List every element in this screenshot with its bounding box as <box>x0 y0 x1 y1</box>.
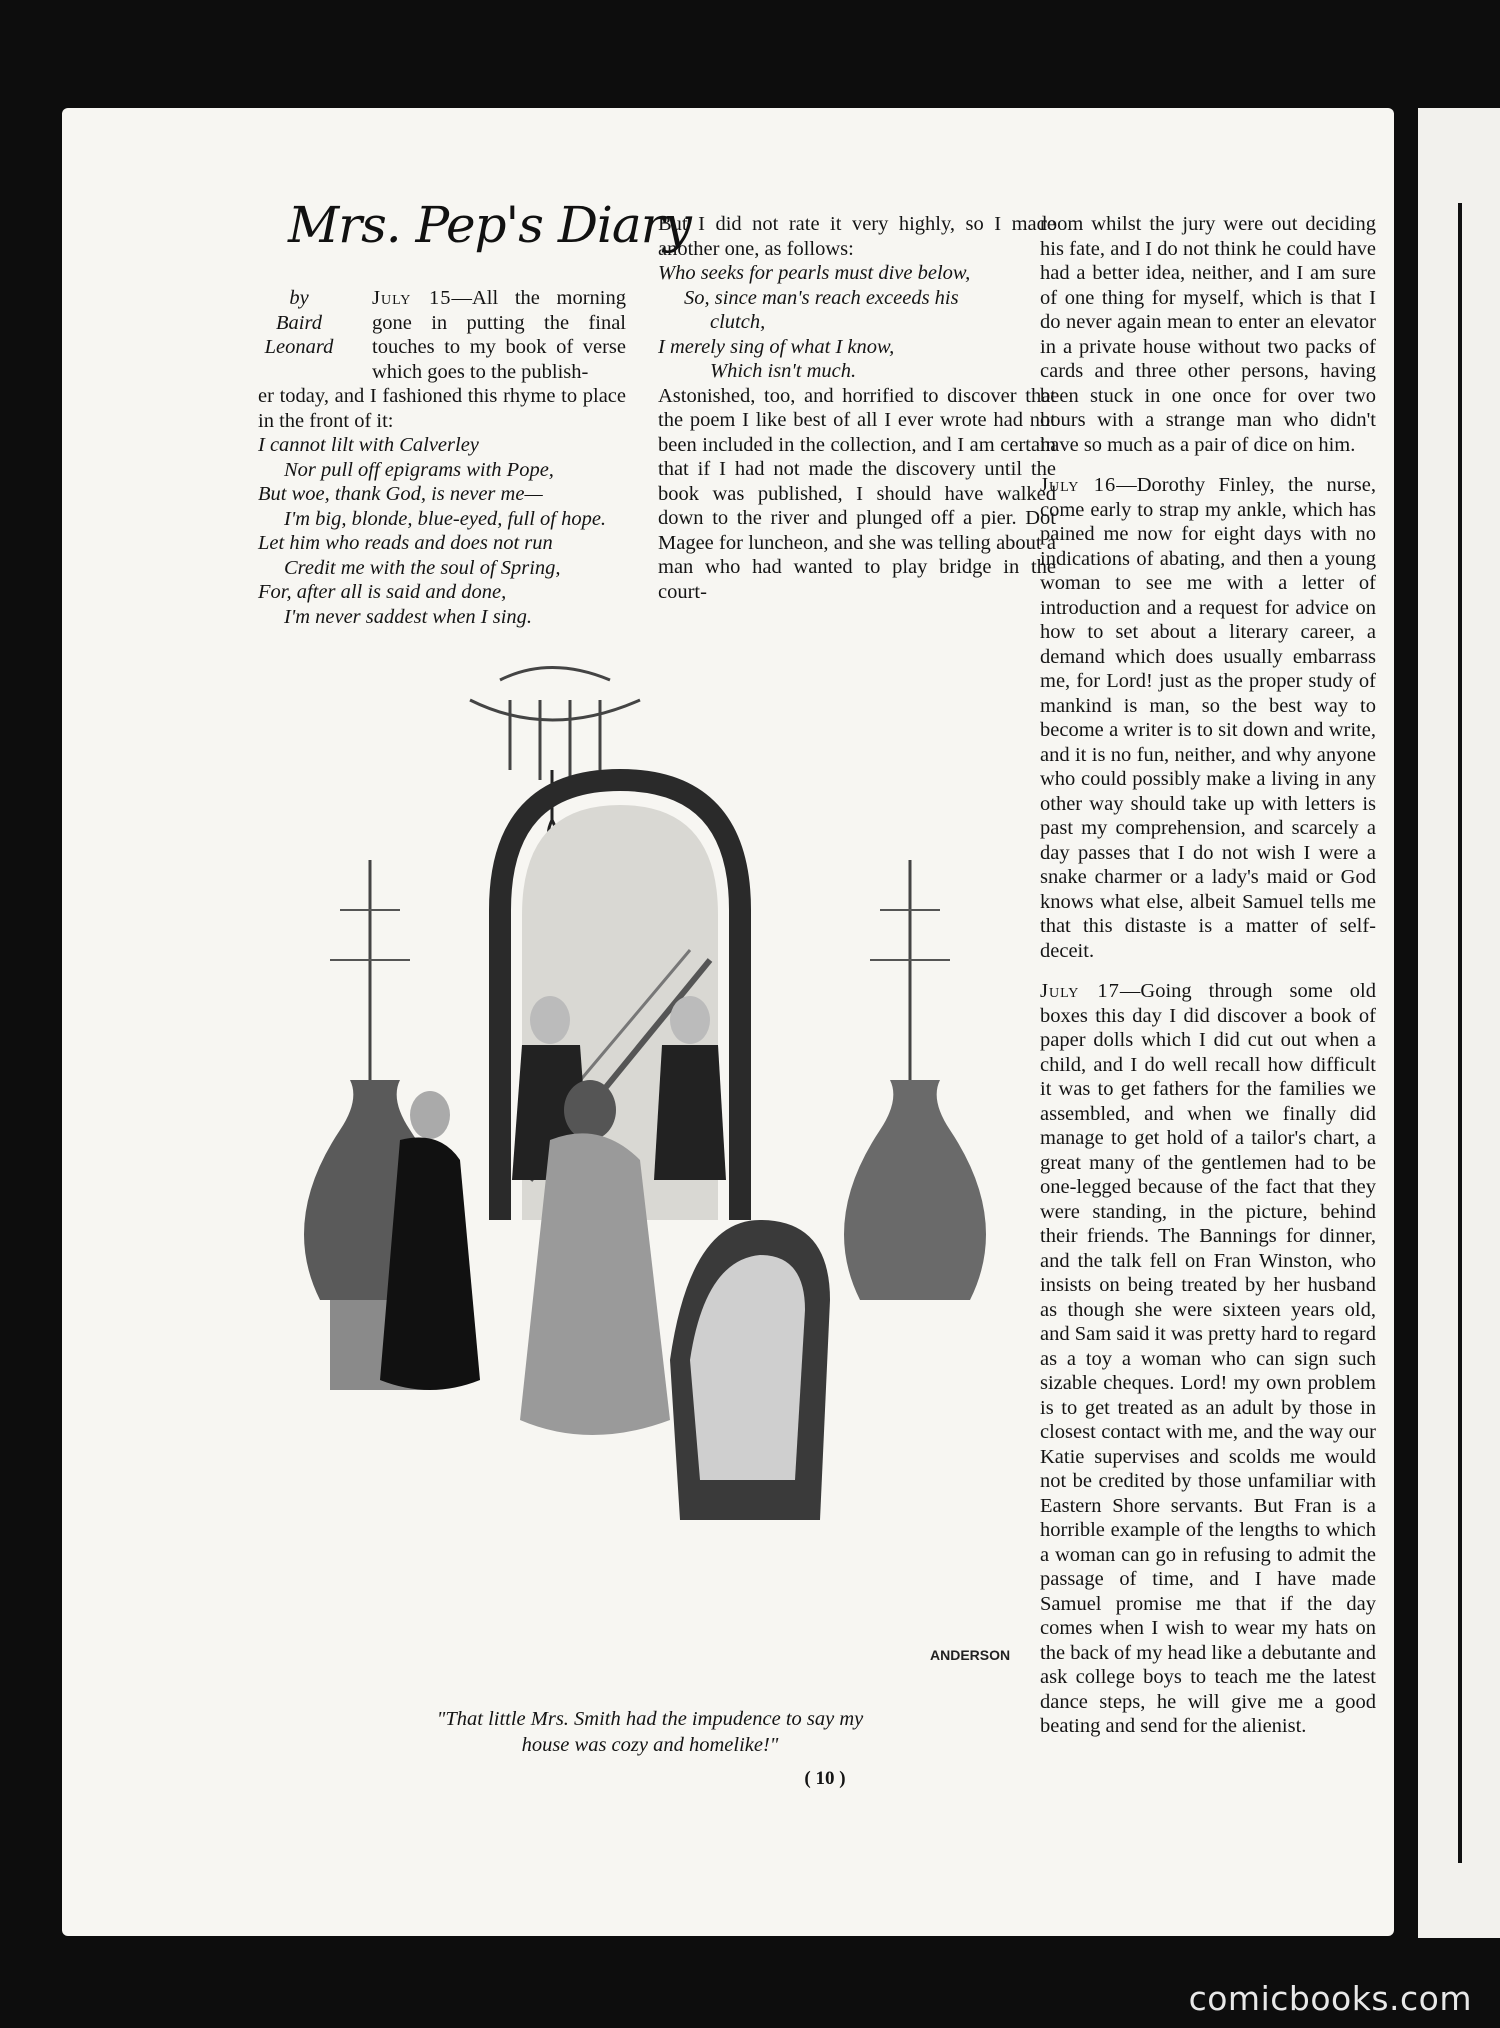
col1-paragraph: er today, and I fashioned this rhyme to place in the front of it: <box>258 385 626 432</box>
column-1 <box>258 384 626 629</box>
verse-line: clutch, <box>710 311 766 333</box>
lead-paragraph <box>372 286 626 384</box>
entry-july-16 <box>1040 473 1376 963</box>
verse-line: I cannot lilt with Calverley <box>258 434 479 456</box>
column-3 <box>1040 212 1376 1739</box>
col2-intro: But I did not rate it very highly, so I made another one, as follows: <box>658 213 1056 260</box>
entry-date: July 15 <box>372 287 452 309</box>
page-title: Mrs. Pep's Diary <box>288 196 691 254</box>
verse-line: So, since man's reach exceeds his <box>684 286 959 309</box>
entry-date: July 16 <box>1040 474 1117 496</box>
byline-by: by <box>289 287 309 309</box>
armchair <box>670 1220 830 1520</box>
adjacent-page-edge <box>1418 108 1500 1938</box>
caption-line-1: "That little Mrs. Smith had the impudence to say my <box>436 1708 864 1730</box>
entry-text: —Going through some old boxes this day I did discover a book of paper dolls which I did cut out when a child, and I do well recall how difficult it was to get fathers for the families we assembled, and when we finally did manage to get hold of a tailor's chart, a great many of the gentlemen had to be one-legged because of the fact that they were standing, in the picture, behind their friends. The Bannings for dinner, and the talk fell on Fran Winston, who insists on being treated by her husband as though she were sixteen years old, and Sam said it was pretty hard to regard as a toy a woman who can sign such sizable cheques. Lord! my own problem is to get treated as an adult by those in closest contact with me, and the way our Katie supervises and scolds me would not be credited by those unfamiliar with Eastern Shore servants. But Fran is a horrible example of the lengths to which a woman can go in refusing to admit the passage of time, and I have made Samuel promise me that if the day comes when I wish to wear my hats on the back of my head like a debutante and ask college boys to teach me the latest dance steps, he will give me a good beating and send for the alienist. <box>1040 980 1376 1737</box>
verse-1 <box>258 433 626 629</box>
verse-line: Which isn't much. <box>710 360 857 382</box>
lead-text: —All the morning gone in putting the final touches to my book of verse which goes to the publish- <box>372 287 626 383</box>
verse-line: Credit me with the soul of Spring, <box>284 556 561 579</box>
byline-first: Baird <box>276 311 322 334</box>
entry-july-17 <box>1040 979 1376 1739</box>
verse-line: I merely sing of what I know, <box>658 335 895 358</box>
vase-right <box>844 860 986 1300</box>
byline-last: Leonard <box>264 336 334 358</box>
illustration-caption <box>350 1706 950 1758</box>
adjacent-page-rule <box>1458 203 1462 1863</box>
verse-2 <box>658 261 1056 384</box>
verse-line: For, after all is said and done, <box>258 581 507 603</box>
artist-signature: ANDERSON <box>930 1647 1011 1663</box>
party-illustration <box>290 660 1011 1698</box>
site-watermark: comicbooks.com <box>1188 1979 1472 2018</box>
byline <box>248 286 350 360</box>
caption-line-2: house was cozy and homelike!" <box>521 1734 779 1756</box>
entry-text: —Dorothy Finley, the nurse, come early to strap my ankle, which has pained me now for eight days with no indications of abating, and then a young woman to see me with a letter of introduction and a request for advice on how to set about a literary career, a demand which does usually embarrass me, for Lord! just as the proper study of mankind is man, so the best way to become a writer is to sit down and write, and it is no fun, neither, and why anyone who could possibly make a living in any other way should take up with letters is past my comprehension, and scarcely a day passes that I do not wish I were a snake charmer or a lady's maid or God knows what else, albeit Samuel tells me that this distaste is a matter of self-deceit. <box>1040 474 1376 962</box>
col2-paragraph: Astonished, too, and horrified to discover that the poem I like best of all I ever wrote had not been included in the collection, and I am certain that if I had not made the discovery until the book was published, I should have walked down to the river and plunged off a pier. Dot Magee for luncheon, and she was telling about a man who had wanted to play bridge in the court- <box>658 384 1056 603</box>
verse-line: Nor pull off epigrams with Pope, <box>284 458 554 481</box>
verse-line: I'm never saddest when I sing. <box>284 605 533 628</box>
verse-line: Who seeks for pearls must dive below, <box>658 262 971 284</box>
column-2 <box>658 212 1056 604</box>
verse-line: But woe, thank God, is never me— <box>258 483 543 505</box>
verse-line: Let him who reads and does not run <box>258 532 553 554</box>
verse-line: I'm big, blonde, blue-eyed, full of hope. <box>284 507 607 530</box>
entry-date: July 17 <box>1040 980 1120 1002</box>
page-number: ( 10 ) <box>804 1768 846 1789</box>
col3-continuation: room whilst the jury were out deciding his fate, and I do not think he could have had a better idea, neither, and I am sure of one thing for myself, which is that I do never again mean to enter an elevator in a private house without two packs of cards and three other persons, having been stuck in one once for over two hours with a strange man who didn't have so much as a pair of dice on him. <box>1040 213 1376 456</box>
